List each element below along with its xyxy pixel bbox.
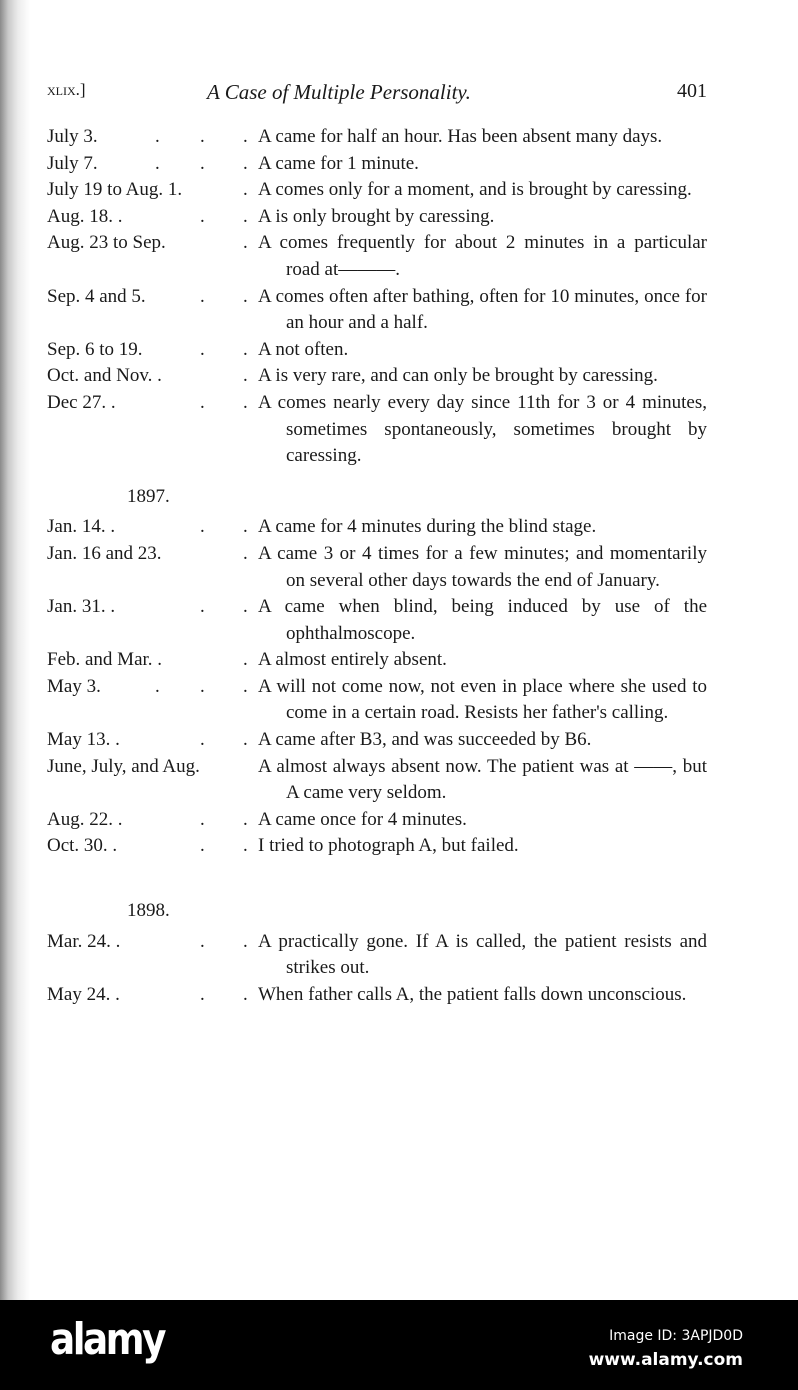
entry-row xyxy=(47,284,707,337)
entry-description: A not often. xyxy=(258,338,349,360)
entry-row xyxy=(47,929,707,982)
year-heading: 1897. xyxy=(127,485,170,507)
leader-dot: . xyxy=(243,285,248,307)
leader-dots xyxy=(47,594,258,620)
entry-description: A comes nearly every day since 11th for 3 or 4 minutes, sometimes spontaneously, sometimes brought by caressing. xyxy=(258,391,707,467)
leader-dot: . xyxy=(243,338,248,360)
page-title: A Case of Multiple Personality. xyxy=(207,80,471,104)
leader-dot: . xyxy=(155,152,160,174)
entry-description: A came for 1 minute. xyxy=(258,152,419,174)
leader-dot: . xyxy=(243,542,248,564)
leader-dot: . xyxy=(243,835,248,857)
running-head: xlix.] xyxy=(47,80,86,99)
leader-dot: . xyxy=(243,152,248,174)
leader-dots xyxy=(47,204,258,230)
leader-dot: . xyxy=(243,808,248,830)
leader-dots xyxy=(47,833,258,859)
leader-dots xyxy=(47,230,258,256)
entry-date-text: May 24. . xyxy=(47,983,120,1005)
entry-date xyxy=(47,674,258,727)
entry-row xyxy=(47,363,707,390)
entry-row xyxy=(47,514,707,541)
entry-description: A is very rare, and can only be brought by caressing. xyxy=(258,365,658,387)
entry-date-text: Mar. 24. . xyxy=(47,930,121,952)
entry-date-text: June, July, and Aug. xyxy=(47,755,200,777)
entry-row xyxy=(47,177,707,204)
entry-description: A almost always absent now. The patient was at ——, but A came very seldom. xyxy=(258,755,707,804)
entry-date xyxy=(47,833,258,860)
leader-dot: . xyxy=(243,516,248,538)
leader-dots xyxy=(47,151,258,177)
entry-date xyxy=(47,982,258,1009)
entry-date-text: Sep. 4 and 5. xyxy=(47,285,146,307)
leader-dot: . xyxy=(200,516,205,538)
leader-dot: . xyxy=(200,205,205,227)
entry-description: A comes frequently for about 2 minutes in a particular road at———. xyxy=(258,232,707,280)
leader-dot: . xyxy=(155,126,160,147)
entry-date-text: Aug. 18. . xyxy=(47,205,123,227)
leader-dots xyxy=(47,727,258,753)
leader-dot: . xyxy=(200,126,205,147)
entry-row xyxy=(47,807,707,834)
leader-dot: . xyxy=(200,729,205,751)
leader-dot: . xyxy=(200,835,205,857)
leader-dots xyxy=(47,363,258,389)
leader-dot: . xyxy=(243,179,248,201)
entry-row xyxy=(47,390,707,470)
entry-date xyxy=(47,541,258,594)
leader-dot: . xyxy=(200,596,205,618)
entry-description: A comes often after bathing, often for 10 minutes, once for an hour and a half. xyxy=(258,285,707,334)
leader-dot: . xyxy=(243,675,248,697)
entry-date xyxy=(47,807,258,834)
entry-description: I tried to photograph A, but failed. xyxy=(258,835,519,857)
leader-dot: . xyxy=(243,126,248,147)
entry-date-text: Jan. 16 and 23. xyxy=(47,542,162,564)
entry-row xyxy=(47,833,707,860)
leader-dots xyxy=(47,674,258,700)
page-header xyxy=(47,80,707,108)
entry-date xyxy=(47,929,258,982)
entry-date-text: Sep. 6 to 19. xyxy=(47,338,143,360)
leader-dot: . xyxy=(243,205,248,227)
entry-date-text: May 13. . xyxy=(47,729,120,751)
leader-dot: . xyxy=(243,983,248,1005)
entry-row xyxy=(47,647,707,674)
entry-row xyxy=(47,337,707,364)
entry-row xyxy=(47,982,707,1009)
entry-description: A came for half an hour. Has been absent many days. xyxy=(258,126,663,147)
entry-date-text: Aug. 23 to Sep. xyxy=(47,232,166,254)
entry-row xyxy=(47,230,707,283)
entry-description: A will not come now, not even in place where she used to come in a certain road. Resists her father's calling. xyxy=(258,675,707,724)
leader-dot: . xyxy=(200,391,205,413)
entry-date-text: May 3. xyxy=(47,675,101,697)
leader-dot: . xyxy=(200,285,205,307)
entry-description: A almost entirely absent. xyxy=(258,649,447,671)
leader-dot: . xyxy=(243,729,248,751)
entry-date xyxy=(47,390,258,470)
leader-dots xyxy=(47,514,258,540)
entry-description: A came 3 or 4 times for a few minutes; and momentarily on several other days towards the end of January. xyxy=(258,542,707,591)
entry-description: A came after B3, and was succeeded by B6. xyxy=(258,729,592,751)
entry-date-text: July 19 to Aug. 1. xyxy=(47,179,183,201)
leader-dots xyxy=(47,754,258,780)
entry-date-text: Feb. and Mar. . xyxy=(47,649,163,671)
entry-description: A comes only for a moment, and is brought by caressing. xyxy=(258,179,692,201)
leader-dot: . xyxy=(243,232,248,254)
watermark-bar xyxy=(0,1300,798,1390)
entry-date xyxy=(47,230,258,283)
leader-dots xyxy=(47,124,258,150)
leader-dots xyxy=(47,929,258,955)
entry-date-text: Oct. and Nov. . xyxy=(47,365,162,387)
leader-dot: . xyxy=(200,152,205,174)
leader-dots xyxy=(47,541,258,567)
leader-dots xyxy=(47,284,258,310)
leader-dot: . xyxy=(243,391,248,413)
entry-date xyxy=(47,514,258,541)
entry-description: A came once for 4 minutes. xyxy=(258,808,467,830)
entry-date xyxy=(47,177,258,204)
entry-date xyxy=(47,363,258,390)
leader-dot: . xyxy=(200,930,205,952)
entry-date-text: Aug. 22. . xyxy=(47,808,123,830)
leader-dots xyxy=(47,390,258,416)
entry-date xyxy=(47,337,258,364)
leader-dot: . xyxy=(243,596,248,618)
entry-date xyxy=(47,284,258,337)
entry-row xyxy=(47,594,707,647)
entry-date-text: July 7. xyxy=(47,152,98,174)
year-heading: 1898. xyxy=(127,900,170,922)
entry-date xyxy=(47,727,258,754)
entry-date-text: Jan. 14. . xyxy=(47,516,116,538)
entry-date xyxy=(47,124,258,151)
entry-description: A practically gone. If A is called, the patient resists and strikes out. xyxy=(258,930,707,979)
leader-dot: . xyxy=(243,649,248,671)
leader-dots xyxy=(47,807,258,833)
leader-dots xyxy=(47,337,258,363)
entry-date xyxy=(47,754,258,807)
page-number: 401 xyxy=(677,80,707,102)
entry-description: A came when blind, being induced by use of the ophthalmoscope. xyxy=(258,596,707,644)
leader-dots xyxy=(47,647,258,673)
leader-dot: . xyxy=(200,983,205,1005)
entry-date xyxy=(47,594,258,647)
scan-edge xyxy=(0,0,30,1300)
leader-dot: . xyxy=(200,675,205,697)
leader-dots xyxy=(47,177,258,203)
alamy-logo: alamy xyxy=(50,1314,164,1365)
entry-date xyxy=(47,647,258,674)
entry-date-text: Jan. 31. . xyxy=(47,596,116,618)
entry-date-text: Oct. 30. . xyxy=(47,835,118,857)
entry-description: A is only brought by caressing. xyxy=(258,205,495,227)
leader-dot: . xyxy=(200,338,205,360)
entry-description: When father calls A, the patient falls down unconscious. xyxy=(258,983,687,1005)
entry-row xyxy=(47,124,707,151)
leader-dots xyxy=(47,982,258,1008)
entry-row xyxy=(47,151,707,178)
entry-row xyxy=(47,204,707,231)
entry-row xyxy=(47,674,707,727)
leader-dot: . xyxy=(155,675,160,697)
entry-row xyxy=(47,754,707,807)
image-id: Image ID: 3APJD0D xyxy=(609,1328,743,1344)
entry-date-text: July 3. xyxy=(47,126,98,147)
chronology-list xyxy=(47,124,707,1008)
entry-date xyxy=(47,204,258,231)
leader-dot: . xyxy=(200,808,205,830)
entry-date xyxy=(47,151,258,178)
site-url: www.alamy.com xyxy=(588,1350,743,1370)
leader-dot: . xyxy=(243,930,248,952)
leader-dot: . xyxy=(243,365,248,387)
entry-date-text: Dec 27. . xyxy=(47,391,116,413)
entry-row xyxy=(47,727,707,754)
entry-row xyxy=(47,541,707,594)
entry-description: A came for 4 minutes during the blind stage. xyxy=(258,516,597,538)
